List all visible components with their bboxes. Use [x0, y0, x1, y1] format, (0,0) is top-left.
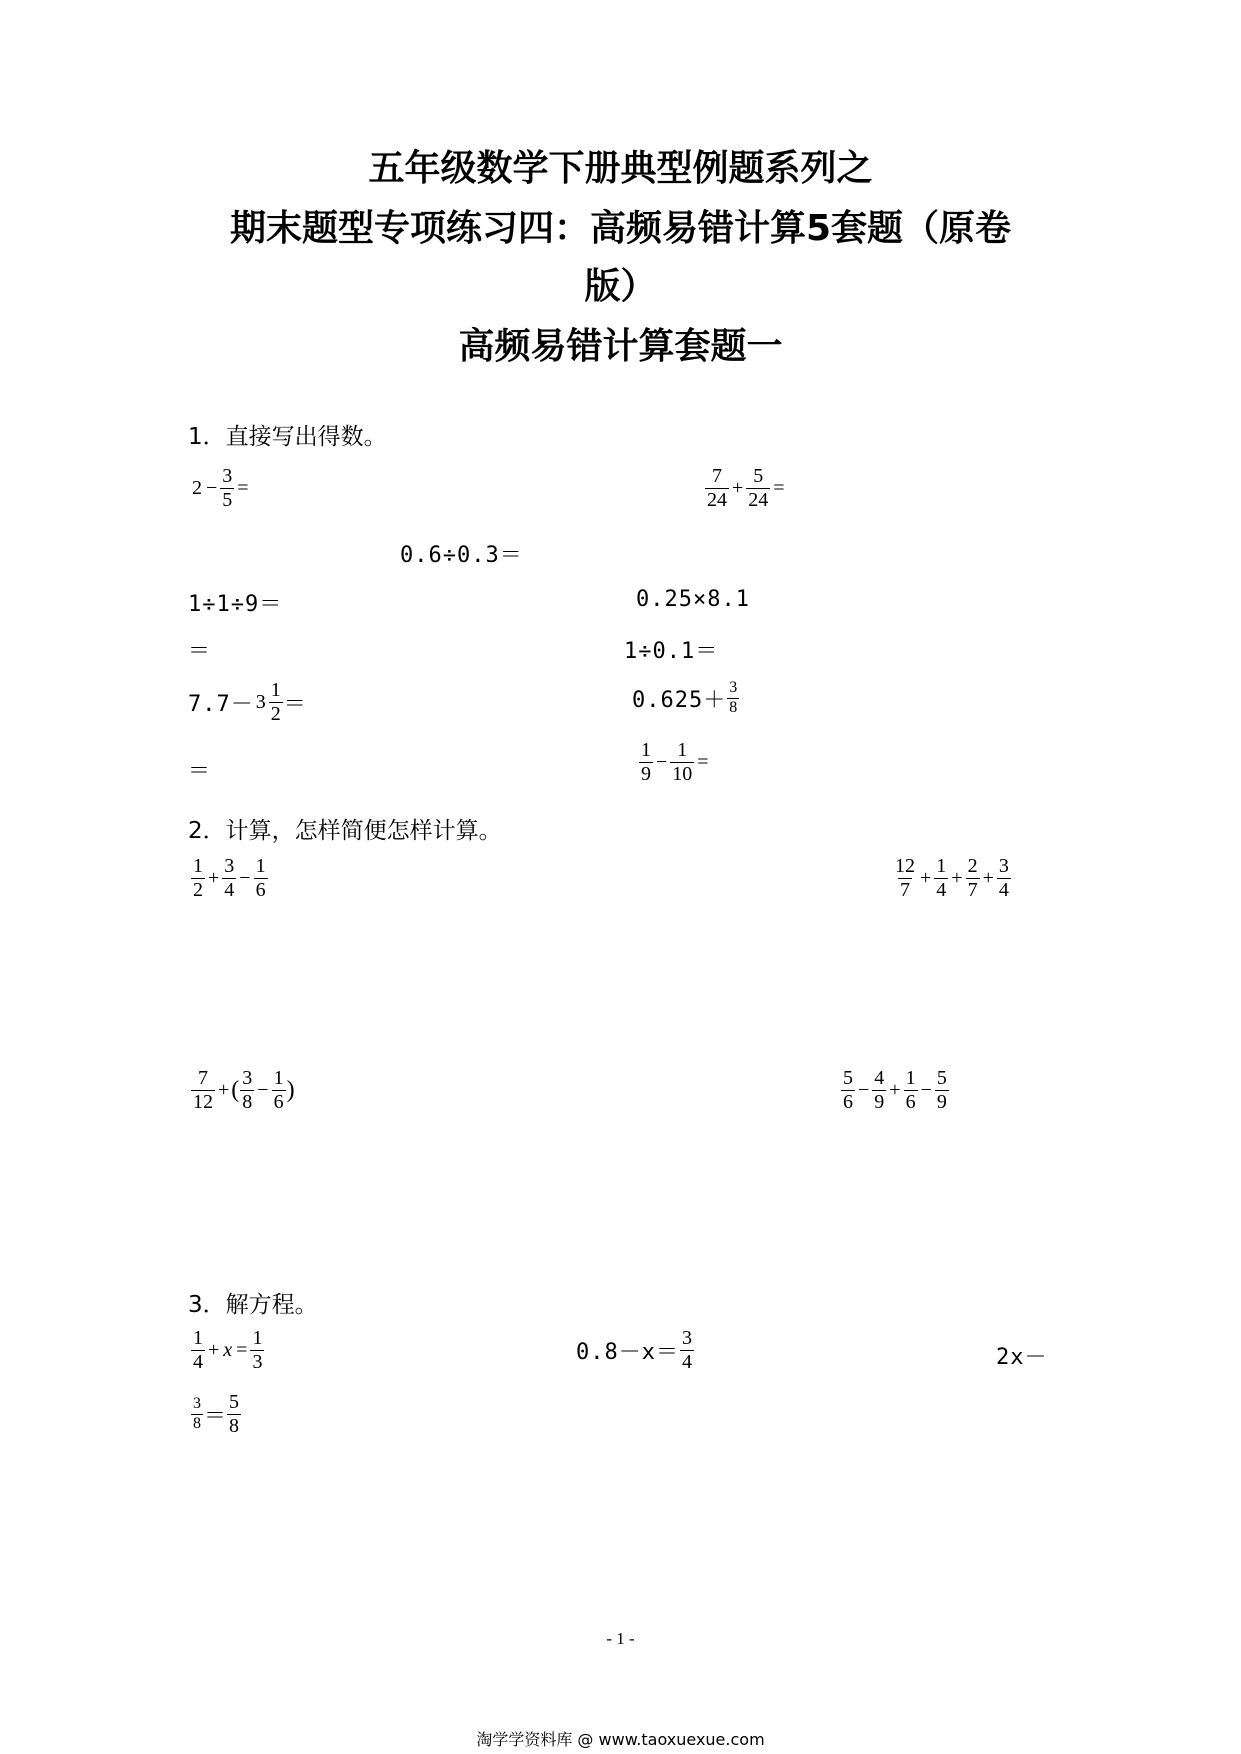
q2-expr-3: $\frac{7}{12}$ +( $\frac{3}{8}$ − $\frac{1}{6}$ ) — [193, 1067, 295, 1113]
q1-expr-2: $\frac{7}{24}$ + $\frac{5}{24}$ = — [707, 465, 785, 511]
q1-expr-4: 1÷1÷9＝ — [188, 592, 283, 617]
q1-expr-7: 7.7－ 3 $\frac{1}{2}$ ＝ — [188, 679, 307, 725]
q3-heading: 3．解方程。 — [188, 1292, 318, 1318]
q3-equation-3: $\frac{3}{8}$ ＝ $\frac{5}{8}$ — [193, 1391, 240, 1437]
q3-equation-1: $\frac{1}{4}$ + x = $\frac{1}{3}$ — [193, 1327, 263, 1373]
q1-heading: 1．直接写出得数。 — [188, 424, 387, 450]
title-line-1: 五年级数学下册典型例题系列之 — [368, 148, 873, 189]
q1-expr-5: 0.25×8.1 — [636, 587, 750, 612]
page-number: - 1 - — [606, 1629, 635, 1648]
q1-expr-5-continued: ＝ — [188, 639, 212, 664]
title-line-2: 期末题型专项练习四：高频易错计算5套题（原卷 — [229, 208, 1012, 249]
q2-heading: 2．计算，怎样简便怎样计算。 — [188, 818, 502, 844]
footer-watermark: 淘学学资料库 @ www.taoxuexue.com — [476, 1730, 765, 1749]
q3-equation-2: 0.8－x＝ $\frac{3}{4}$ — [576, 1327, 692, 1373]
title-line-3: 版） — [584, 266, 657, 307]
q1-expr-8: 0.625＋ $\frac{3}{8}$ — [632, 679, 738, 716]
q1-expr-9: $\frac{1}{9}$ − $\frac{1}{10}$ = — [641, 739, 709, 785]
q3-equation-3-lead: 2x－ — [996, 1345, 1048, 1370]
q2-expr-1: $\frac{1}{2}$ + $\frac{3}{4}$ − $\frac{1}{6}$ — [193, 855, 266, 901]
q1-expr-3: 0.6÷0.3＝ — [400, 543, 523, 568]
q2-expr-4: $\frac{5}{6}$ − $\frac{4}{9}$ + $\frac{1}{6}$ − $\frac{5}{9}$ — [843, 1067, 947, 1113]
q1-expr-6: 1÷0.1＝ — [624, 639, 719, 664]
q2-expr-2: $\frac{12}{7}$ + $\frac{1}{4}$ + $\frac{2}{7}$ + $\frac{3}{4}$ — [895, 855, 1009, 901]
q1-expr-1: 2 − $\frac{3}{5}$ = — [192, 465, 249, 511]
q1-expr-7-continued: ＝ — [188, 759, 212, 784]
section-title: 高频易错计算套题一 — [458, 326, 783, 367]
